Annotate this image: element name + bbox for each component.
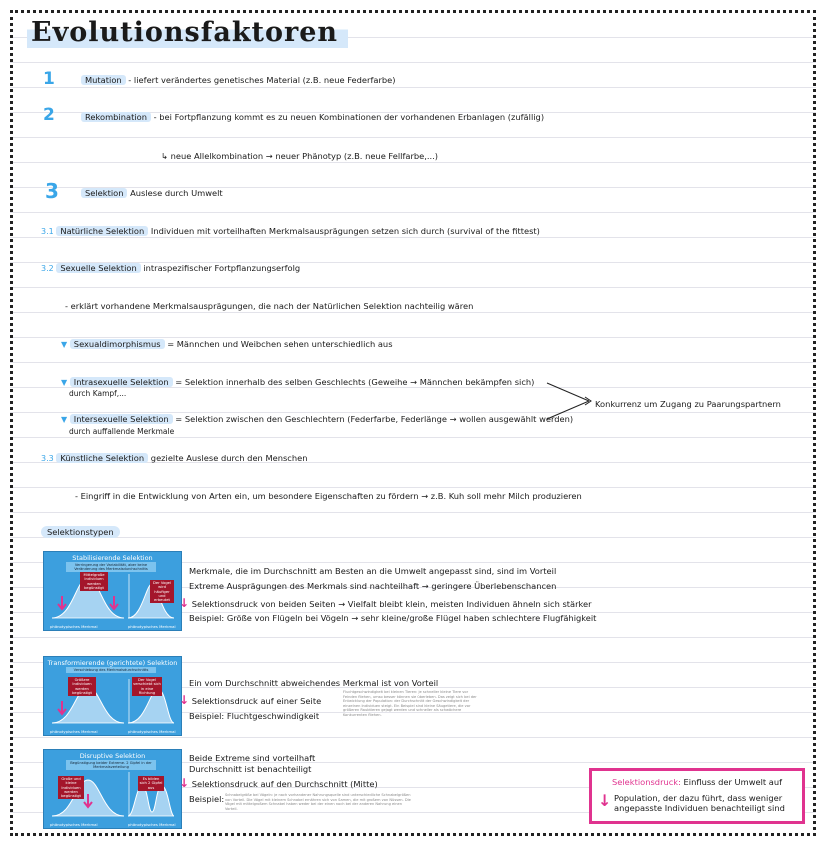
rekombination-sub: ↳ neue Allelkombination → neuer Phänotyp (z.B. neue Fellfarbe,...) — [161, 151, 439, 161]
inter-line — [61, 414, 573, 424]
triangle-marker-icon: ▼ — [61, 378, 68, 387]
artificial-text: gezielte Auslese durch den Menschen — [150, 453, 308, 463]
intra-text2: durch Kampf,... — [69, 389, 127, 398]
disruptive-line-3-wrap — [179, 776, 378, 790]
types-heading: Selektionstypen — [41, 526, 120, 538]
dimorph-text: = Männchen und Weibchen sehen unterschiedlich aus — [167, 339, 393, 349]
inter-text: = Selektion zwischen den Geschlechtern (Federfarbe, Federlänge → wollen ausgewählt werden) — [175, 414, 574, 424]
disruptive-fig-info: Begünstigung beider Extreme. 2 Gipfel in der Merkmalsverteilung — [66, 760, 156, 770]
selection-pressure-box — [589, 768, 805, 824]
directional-fig-box2: Der Vogel verschiebt sich in eine Richtung — [133, 678, 161, 695]
intra-line — [61, 377, 534, 387]
disruptive-line-3: Selektionsdruck auf den Durchschnitt (Mitte) — [191, 779, 378, 789]
intra-term: Intrasexuelle Selektion — [70, 377, 173, 387]
number-2: 2 — [43, 105, 55, 125]
triangle-marker-icon: ▼ — [61, 415, 68, 424]
natural-line — [41, 226, 540, 236]
pressure-text1: Einfluss der Umwelt auf — [683, 777, 783, 787]
disruptive-fig-box1: Große und kleine Individuen werden begünstigt — [58, 776, 84, 799]
mutation-term: Mutation — [81, 75, 126, 85]
pressure-text3: angepasste Individuen benachteiligt sind — [614, 803, 785, 813]
directional-fig-info: Verschiebung des Merkmalsdurchschnitts — [66, 667, 156, 673]
disruptive-line-1: Beide Extreme sind vorteilhaft — [189, 753, 316, 763]
pressure-text2: Population, der dazu führt, dass weniger — [614, 793, 783, 803]
sexual-num: 3.2 — [41, 264, 54, 273]
directional-note: Fluchtgeschwindigkeit bei kleinen Tieren: je schneller kleine Tiere vor Feinden fliehen, umso besser können sie überleben. Das zeigt sich bei der Entwicklung der Population: der Durchschnitt der Geschwindigkeit der einzelnen Individuen steigt. Ein Beispiel sind kleine Säugetiere, die vor größeren Raubtieren gejagt werden und schneller als schwächere Konkurrenten fliehen. — [343, 690, 477, 717]
disruptive-fig-title: Disruptive Selektion — [79, 752, 146, 760]
disruptive-fig-label2: phänotypisches Merkmal — [128, 822, 176, 827]
stabilizing-line-2: Extreme Ausprägungen des Merkmals sind nachteilhaft → geringere Überlebenschancen — [189, 581, 557, 591]
mutation-text: - liefert verändertes genetisches Material (z.B. neue Federfarbe) — [128, 75, 396, 85]
directional-figure — [43, 656, 182, 736]
number-3: 3 — [45, 179, 59, 203]
disruptive-line-2: Durchschnitt ist benachteiligt — [189, 764, 312, 774]
stabilizing-fig-box1: Mittelgroße Individuen werden begünstigt — [80, 572, 108, 591]
stabilizing-line-3: Selektionsdruck von beiden Seiten → Vielfalt bleibt klein, meisten Individuen ähneln sich stärker — [191, 599, 592, 609]
down-arrow-icon: ↓ — [598, 791, 612, 810]
down-arrow-icon: ↓ — [179, 596, 190, 610]
pressure-term: Selektionsdruck: — [612, 777, 681, 787]
directional-line-3: Beispiel: Fluchtgeschwindigkeit — [189, 711, 320, 721]
disruptive-line-4: Beispiel: — [189, 794, 225, 804]
disruptive-fig-label1: phänotypisches Merkmal — [50, 822, 98, 827]
rekombination-line — [81, 112, 544, 122]
triangle-marker-icon: ▼ — [61, 340, 68, 349]
directional-fig-label2: phänotypisches Merkmal — [128, 729, 176, 734]
down-arrow-icon: ↓ — [179, 693, 190, 707]
selektion-term: Selektion — [81, 188, 127, 198]
inter-text2: durch auffallende Merkmale — [69, 427, 175, 436]
selektion-line — [81, 188, 223, 198]
artificial-num: 3.3 — [41, 454, 54, 463]
directional-line-2: Selektionsdruck auf einer Seite — [191, 696, 322, 706]
rekombination-text: - bei Fortpflanzung kommt es zu neuen Kombinationen der vorhandenen Erbanlagen (zufällig) — [153, 112, 545, 122]
disruptive-fig-box2: Es bilden sich 2 Gipfel aus — [139, 777, 163, 790]
mutation-line — [81, 75, 395, 85]
artificial-line — [41, 453, 307, 463]
page-title: Evolutionsfaktoren — [27, 17, 348, 48]
stabilizing-fig-box2: Der Vogel wird häufiger und erbeutet — [150, 580, 174, 603]
bracket-arrow-icon — [545, 379, 595, 423]
selektion-text: Auslese durch Umwelt — [130, 188, 223, 198]
directional-fig-box1: Größere Individuen werden begünstigt — [68, 677, 96, 696]
stabilizing-line-1: Merkmale, die im Durchschnitt am Besten an die Umwelt angepasst sind, sind im Vorteil — [189, 566, 557, 576]
disruptive-figure — [43, 749, 182, 829]
sexual-text: intraspezifischer Fortpflanzungserfolg — [143, 263, 301, 273]
directional-fig-title: Transformierende (gerichtete) Selektion — [47, 659, 178, 667]
disruptive-note: Schnabelgröße bei Vögeln: je nach vorhandener Nahrungsquelle sind unterschiedliche Schnabelgrößen von Vorteil. Die Vögel mit kleinem Schnabel ernähren sich von Samen, die mit großem von Nüssen. Die Vögel mit mittelgroßem Schnabel haben weder bei der einen noch bei der anderen Nahrung einen Vorteil. — [225, 793, 411, 811]
stabilizing-figure — [43, 551, 182, 631]
stabilizing-line-4: Beispiel: Größe von Flügeln bei Vögeln → sehr kleine/große Flügel haben schlechtere Flugfähigkeit — [189, 613, 597, 623]
sexual-line — [41, 263, 300, 273]
types-heading-wrap — [41, 527, 120, 537]
stabilizing-fig-label2: phänotypisches Merkmal — [128, 624, 176, 629]
intra-text: = Selektion innerhalb des selben Geschlechts (Geweihe → Männchen bekämpfen sich) — [175, 377, 535, 387]
sexual-term: Sexuelle Selektion — [56, 263, 140, 273]
dimorph-line — [61, 339, 393, 349]
stabilizing-fig-label1: phänotypisches Merkmal — [50, 624, 98, 629]
konkurrenz-text: Konkurrenz um Zugang zu Paarungspartnern — [595, 399, 781, 409]
directional-line-1: Ein vom Durchschnitt abweichendes Merkmal ist von Vorteil — [189, 678, 439, 688]
artificial-term: Künstliche Selektion — [56, 453, 148, 463]
directional-line-2-wrap — [179, 693, 321, 707]
stabilizing-line-3-wrap — [179, 596, 592, 610]
stabilizing-fig-title: Stabilisierende Selektion — [72, 554, 153, 562]
dimorph-term: Sexualdimorphismus — [70, 339, 165, 349]
natural-term: Natürliche Selektion — [56, 226, 148, 236]
sexual-explain: - erklärt vorhandene Merkmalsausprägungen, die nach der Natürlichen Selektion nachteilig wären — [65, 301, 474, 311]
artificial-sub: - Eingriff in die Entwicklung von Arten ein, um besondere Eigenschaften zu fördern → z.B. Kuh soll mehr Milch produzieren — [75, 491, 582, 501]
rekombination-term: Rekombination — [81, 112, 151, 122]
pressure-line-1 — [612, 777, 782, 787]
natural-num: 3.1 — [41, 227, 54, 236]
natural-text: Individuen mit vorteilhaften Merkmalsausprägungen setzen sich durch (survival of the fittest) — [150, 226, 540, 236]
inter-term: Intersexuelle Selektion — [70, 414, 173, 424]
directional-fig-label1: phänotypisches Merkmal — [50, 729, 98, 734]
stabilizing-fig-info: Verringerung der Variabilität, aber keine Veränderung des Merkmalsdurchschnitts — [66, 562, 156, 572]
number-1: 1 — [43, 69, 55, 89]
down-arrow-icon: ↓ — [179, 776, 190, 790]
note-page — [10, 10, 816, 836]
